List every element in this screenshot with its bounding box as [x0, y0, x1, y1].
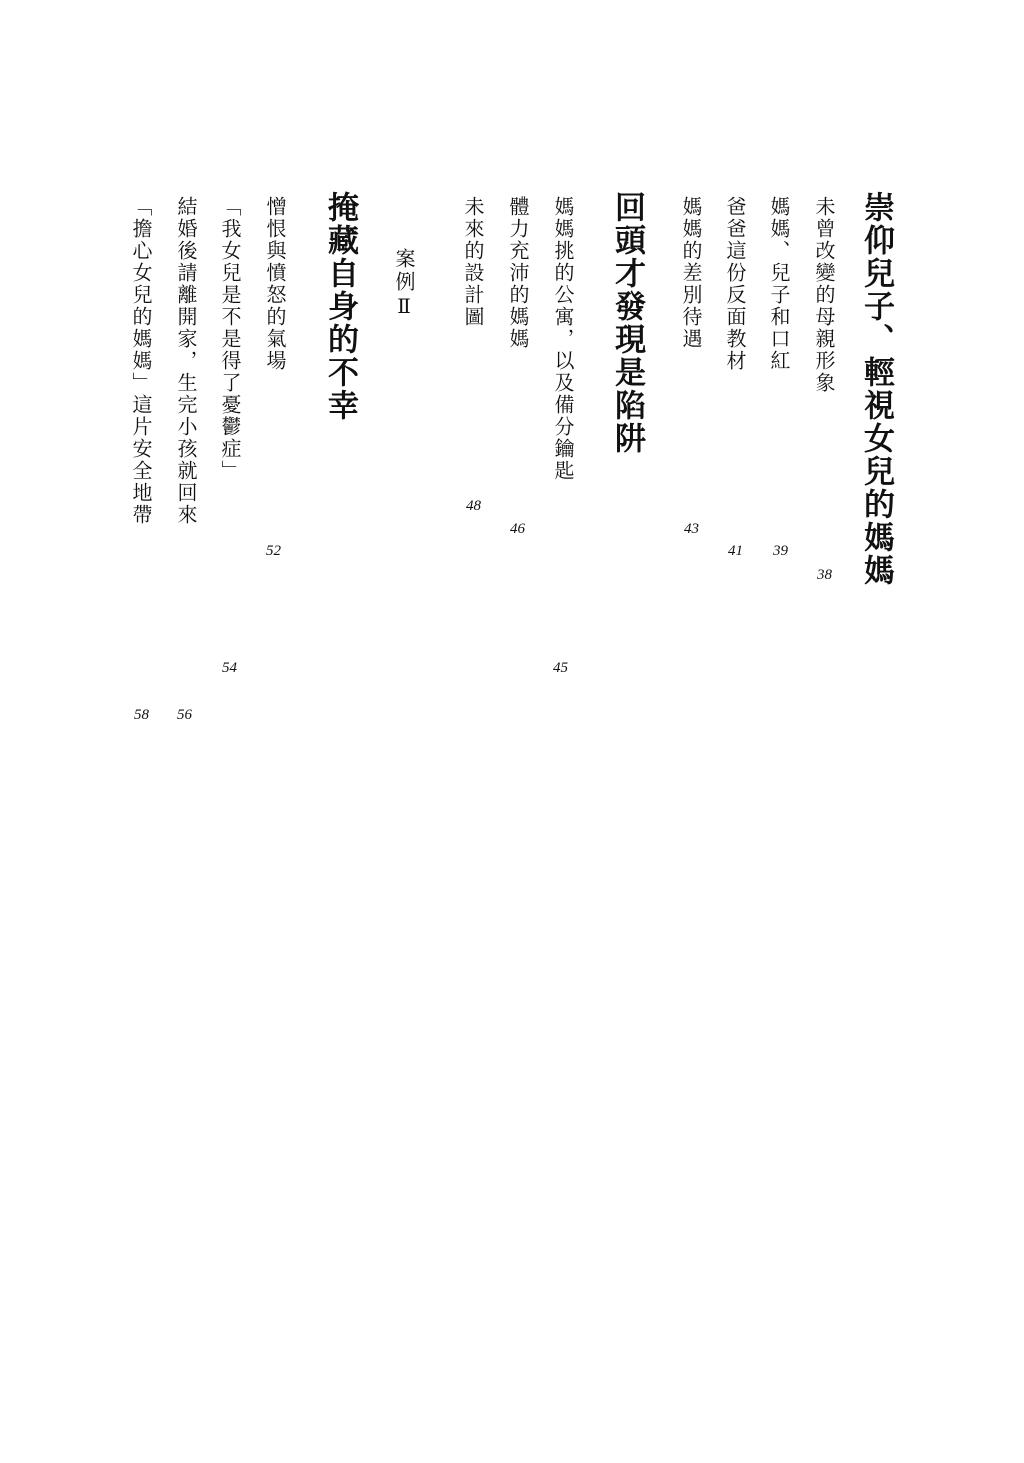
toc-entry-title: 媽媽、兒子和口紅 [767, 196, 791, 372]
toc-entry-title: 「我女兒是不是得了憂鬱症」 [218, 196, 242, 482]
toc-entry-page: 52 [266, 543, 281, 559]
toc-entry-title: 未來的設計圖 [461, 196, 485, 328]
toc-entry-page: 38 [817, 567, 832, 583]
toc-entry-title: 媽媽挑的公寓，以及備分鑰匙 [551, 196, 575, 482]
toc-entry-page: 45 [553, 660, 568, 676]
toc-entry-page: 41 [728, 543, 743, 559]
chapter-heading: 掩藏自身的不幸 [322, 191, 358, 422]
chapter-heading: 回頭才發現是陷阱 [609, 191, 645, 455]
toc-entry-title: 爸爸這份反面教材 [723, 196, 747, 372]
chapter-heading: 崇仰兒子、輕視女兒的媽媽 [858, 191, 894, 587]
toc-entry-page: 54 [222, 660, 237, 676]
toc-entry-title: 憎恨與憤怒的氣場 [263, 196, 287, 372]
case-section-label: 案例Ⅱ [392, 248, 416, 321]
toc-entry-title: 「擔心女兒的媽媽」這片安全地帶 [129, 196, 153, 526]
toc-entry-page: 43 [684, 521, 699, 537]
toc-entry-title: 結婚後請離開家，生完小孩就回來 [174, 196, 198, 526]
toc-entry-title: 媽媽的差別待遇 [679, 196, 703, 350]
toc-entry-page: 58 [134, 707, 149, 723]
toc-entry-page: 48 [466, 498, 481, 514]
toc-entry-page: 39 [773, 543, 788, 559]
toc-entry-page: 46 [510, 521, 525, 537]
toc-entry-title: 體力充沛的媽媽 [506, 196, 530, 350]
toc-entry-title: 未曾改變的母親形象 [812, 196, 836, 394]
toc-entry-page: 56 [177, 707, 192, 723]
